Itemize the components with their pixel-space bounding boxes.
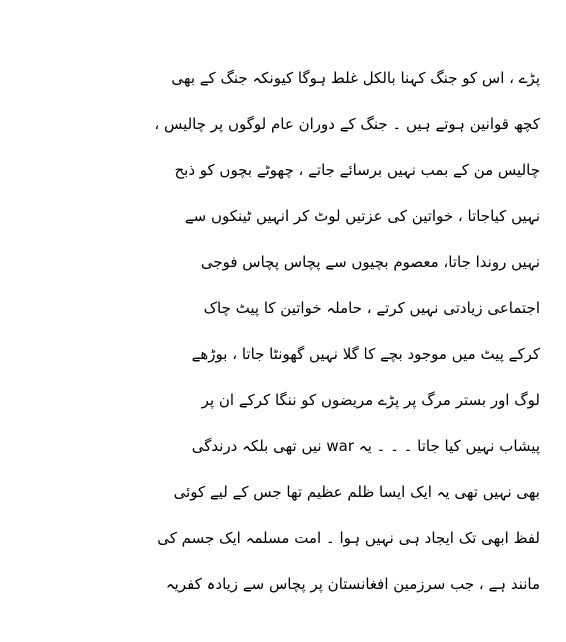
text-line-7: کرکے پیٹ میں موجود بچے کا گلا نہیں گھونٹا جاتا ، بوڑھے (191, 345, 540, 363)
text-line-3: چالیس من کے بمب نہیں برسائے جاتے ، چھوٹے بچوں کو ذبح (174, 161, 540, 179)
text-line-1: پڑے ، اس کو جنگ کہنا بالکل غلط ہوگا کیونکہ جنگ کے بھی (171, 69, 540, 87)
text-line-2: کچھ قوانین ہوتے ہیں ۔ جنگ کے دوران عام لوگوں پر چالیس ، (154, 115, 540, 133)
text-line-12: مانند ہے ، جب سرزمین افغانستان پر پچاس سے زیادہ کفریہ (165, 575, 540, 593)
text-line-5: نہیں روندا جاتا، معصوم بچیوں سے پچاس پچاس فوجی (200, 253, 540, 271)
text-line-4: نہیں کیاجاتا ، خواتین کی عزتیں لوٹ کر انہیں ٹینکوں سے (184, 207, 540, 225)
text-line-6: اجتماعی زیادتی نہیں کرتے ، حاملہ خواتین کا پیٹ چاک (203, 299, 540, 317)
text-line-9: پیشاب نہیں کیا جاتا ۔ ۔ ۔ یہ war نیں تھی بلکہ درندگی (191, 437, 540, 455)
text-line-10: بھی نہیں تھی یہ ایک ایسا ظلم عظیم تھا جس کے لیے کوئی (173, 483, 540, 501)
urdu-text-block (40, 60, 540, 612)
text-line-8: لوگ اور بستر مرگ پر پڑے مریضوں کو ننگا کرکے ان پر (201, 391, 540, 409)
text-line-11: لفظ ابھی تک ایجاد ہی نہیں ہوا ۔ امت مسلمہ ایک جسم کی (157, 529, 540, 547)
